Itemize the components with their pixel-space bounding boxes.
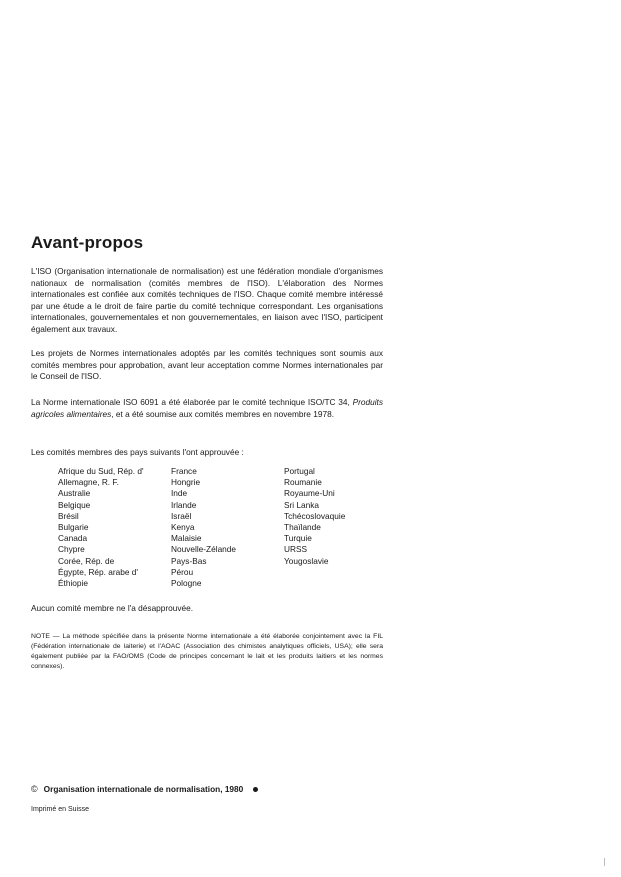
country-item: Brésil	[58, 510, 79, 521]
note-text: NOTE — La méthode spécifiée dans la présente Norme internationale a été élaborée conjointement avec la FIL (Fédération internationale de laiterie) et l'AOAC (Association des chimistes analytiques officiels, USA); elle sera également publiée par la FAO/OMS (Code de principes concernant le lait et les produits laitiers et les normes connexes).	[31, 633, 383, 670]
country-item: Malaisie	[171, 533, 202, 544]
paragraph-standard	[31, 397, 383, 420]
country-item: Royaume-Uni	[284, 488, 335, 499]
country-column-1	[58, 466, 171, 589]
country-item: Allemagne, R. F.	[58, 477, 119, 488]
country-item: Australie	[58, 488, 91, 499]
printed-in: Imprimé en Suisse	[31, 806, 89, 813]
paragraph-no-disapproval: Aucun comité membre ne l'a désapprouvée.	[31, 603, 194, 613]
country-item: Canada	[58, 533, 88, 544]
country-item: Corée, Rép. de	[58, 555, 115, 566]
country-item: Égypte, Rép. arabe d'	[58, 566, 138, 577]
country-item: Bulgarie	[58, 522, 89, 533]
country-item: Yougoslavie	[284, 555, 329, 566]
country-item: Nouvelle-Zélande	[171, 544, 237, 555]
country-column-3	[284, 466, 404, 589]
country-column-2	[171, 466, 284, 589]
country-item: Pérou	[171, 566, 194, 577]
country-item: Kenya	[171, 522, 195, 533]
paragraph-approval: Les projets de Normes internationales adoptés par les comités techniques sont soumis aux comités membres pour approbation, avant leur acceptation comme Normes internationales par le Conseil de l'ISO.	[31, 348, 383, 381]
paragraph-approved-by: Les comités membres des pays suivants l'ont approuvée :	[31, 447, 244, 457]
country-item: URSS	[284, 544, 308, 555]
country-item: Éthiopie	[58, 578, 88, 589]
country-item: France	[171, 466, 197, 476]
country-item: Inde	[171, 488, 188, 499]
country-item: Pays-Bas	[171, 555, 207, 566]
country-item: Israël	[171, 510, 192, 521]
country-item: Belgique	[58, 499, 91, 510]
standard-text-before: La Norme internationale ISO 6091 a été élaborée par le comité technique ISO/TC 34,	[31, 397, 350, 407]
copyright-icon: ©	[31, 784, 38, 794]
bullet-dot-icon	[253, 787, 258, 792]
standard-committee-name: Produits agricoles alimentaires	[31, 397, 383, 419]
copyright-line	[31, 784, 258, 794]
copyright-text: Organisation internationale de normalisation, 1980	[43, 784, 244, 794]
country-item: Thaïlande	[284, 522, 321, 533]
scan-speck	[604, 858, 605, 866]
country-item: Turquie	[284, 533, 312, 544]
country-list	[58, 466, 404, 589]
page-title: Avant-propos	[31, 233, 144, 252]
country-item: Afrique du Sud, Rép. d'	[58, 466, 144, 476]
country-item: Tchécoslovaquie	[284, 510, 346, 521]
country-item: Portugal	[284, 466, 315, 476]
country-item: Chypre	[58, 544, 85, 555]
standard-text-after: , et a été soumise aux comités membres en novembre 1978.	[111, 408, 334, 419]
country-item: Hongrie	[171, 477, 201, 488]
country-item: Sri Lanka	[284, 499, 320, 510]
country-item: Irlande	[171, 499, 197, 510]
country-item: Pologne	[171, 578, 202, 589]
paragraph-iso-intro: L'ISO (Organisation internationale de normalisation) est une fédération mondiale d'organismes nationaux de normalisation (comités membres de l'ISO). L'élaboration des Normes internationales est confiée aux comités techniques de l'ISO. Chaque comité membre intéressé par une étude a le droit de faire partie du comité technique correspondant. Les organisations internationales, gouvernementales et non gouvernementales, en liaison avec l'ISO, participent également aux travaux.	[31, 266, 383, 334]
country-item: Roumanie	[284, 477, 322, 488]
